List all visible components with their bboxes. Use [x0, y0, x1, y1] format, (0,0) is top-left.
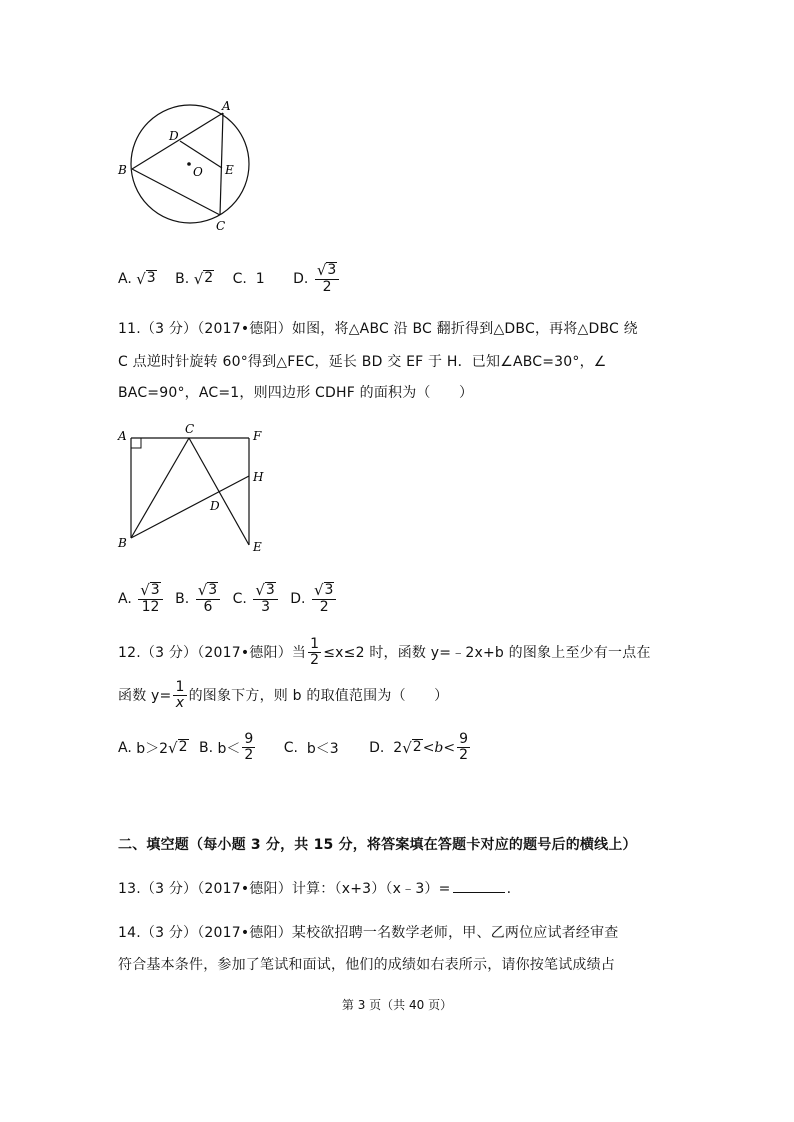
sqrt-arg: 2	[178, 738, 188, 755]
page-footer: 第 3 页（共 40 页）	[341, 998, 453, 1012]
q10-option-d	[293, 262, 341, 296]
q10-figure	[112, 98, 262, 236]
q13-end: .	[506, 881, 512, 897]
denominator: 6	[203, 599, 213, 616]
option-value: b＜	[217, 740, 241, 757]
fraction	[242, 732, 255, 764]
segment-de	[180, 141, 222, 168]
fraction: √ 3 3	[253, 582, 277, 616]
option-value: 1	[255, 270, 265, 287]
option-letter: A.	[118, 590, 132, 607]
denominator: x	[175, 695, 185, 712]
q12-option-d	[369, 732, 472, 764]
label-c: C	[216, 219, 226, 233]
segment-ac	[220, 113, 223, 215]
q12-option-a	[118, 738, 189, 758]
denominator: 2	[310, 652, 320, 669]
q12-line2-prefix: 函数 y=	[118, 687, 172, 704]
option-letter: B.	[175, 270, 190, 287]
q12-line-2	[118, 680, 448, 712]
fraction	[308, 637, 321, 669]
q11-option-c	[233, 582, 280, 616]
q12-line-1	[118, 637, 651, 669]
q12-prefix: 12.（3 分）（2017•德阳）当	[118, 644, 307, 661]
numerator: 1	[175, 679, 185, 695]
option-letter: C.	[232, 270, 247, 287]
q11-figure	[112, 420, 272, 558]
option-value: b＜3	[306, 740, 339, 757]
q10-option-b	[175, 270, 214, 288]
label-o: O	[193, 165, 203, 179]
sqrt-arg: 3	[327, 262, 337, 278]
sqrt-arg: 3	[208, 582, 218, 598]
label-b: B	[118, 536, 127, 550]
q11-option-a	[118, 582, 165, 616]
sqrt-arg: 3	[324, 582, 334, 598]
sqrt-expr: √ 2	[402, 738, 422, 757]
option-letter: A.	[118, 270, 132, 287]
option-letter: A.	[118, 739, 132, 756]
denominator: 2	[244, 747, 254, 764]
sqrt-expr: √ 2	[168, 738, 188, 757]
sqrt-arg: 3	[150, 582, 160, 598]
sqrt-arg: 3	[265, 582, 275, 598]
q10-options	[118, 262, 355, 296]
label-d: D	[169, 129, 179, 143]
q12-middle: ≤x≤2 时，函数 y=﹣2x+b 的图象上至少有一点在	[323, 644, 651, 661]
fraction: √ 3 12	[138, 582, 162, 616]
sqrt-expr: √ 2	[193, 269, 214, 288]
label-a: A	[118, 429, 127, 443]
center-dot	[187, 162, 191, 166]
q14-line-2: 符合基本条件，参加了笔试和面试，他们的成绩如右表所示，请你按笔试成绩占	[118, 957, 615, 973]
numerator: 9	[244, 731, 254, 747]
inequality: <b<	[422, 739, 456, 756]
fraction	[173, 680, 186, 712]
q14-line-1: 14.（3 分）（2017•德阳）某校欲招聘一名数学老师，甲、乙两位应试者经审查	[118, 925, 619, 941]
option-value: b＞2	[136, 740, 169, 757]
option-letter: B.	[175, 590, 190, 607]
answer-blank	[453, 892, 505, 893]
fraction: √ 3 2	[315, 262, 339, 296]
label-b: B	[118, 163, 127, 177]
q12-option-b	[199, 732, 257, 764]
denominator: 3	[261, 599, 271, 616]
option-letter: C.	[232, 590, 247, 607]
q13-text: 13.（3 分）（2017•德阳）计算：（x+3）（x﹣3）=	[118, 881, 451, 897]
denominator: 2	[319, 599, 329, 616]
numerator: 1	[310, 636, 320, 652]
denominator: 2	[322, 279, 332, 296]
option-letter: B.	[198, 739, 214, 756]
q12-line2-suffix: 的图象下方，则 b 的取值范围为（ ）	[188, 687, 449, 704]
fraction: √ 3 6	[196, 582, 220, 616]
q11-line-1: 11.（3 分）（2017•德阳）如图，将△ABC 沿 BC 翻折得到△DBC，再将△DBC 绕	[118, 321, 638, 337]
segment-bc	[132, 169, 220, 215]
q13-line	[118, 878, 511, 898]
numerator: 9	[459, 731, 469, 747]
label-d: D	[210, 499, 220, 513]
sqrt-arg: 2	[204, 269, 214, 286]
label-c: C	[185, 422, 195, 436]
right-angle-mark	[131, 438, 141, 448]
section-heading: 二、填空题（每小题 3 分，共 15 分，将答案填在答题卡对应的题号后的横线上）	[118, 837, 637, 853]
label-f: F	[253, 429, 262, 443]
q11-line-3: BAC=90°，AC=1，则四边形 CDHF 的面积为（ ）	[118, 385, 474, 401]
fraction: √ 3 2	[312, 582, 336, 616]
fraction	[457, 732, 470, 764]
coefficient: 2	[393, 739, 403, 756]
q11-option-d	[290, 582, 338, 616]
label-e: E	[225, 163, 234, 177]
label-e: E	[253, 540, 262, 554]
q10-option-c	[233, 271, 265, 287]
option-letter: C.	[283, 739, 298, 756]
q12-option-c	[284, 738, 339, 758]
q10-option-a	[118, 270, 157, 288]
denominator: 12	[141, 599, 160, 616]
q11-option-b	[175, 582, 222, 616]
sqrt-arg: 2	[412, 738, 422, 755]
q11-line-2: C 点逆时针旋转 60°得到△FEC，延长 BD 交 EF 于 H．已知∠ABC=30°，∠	[118, 354, 607, 370]
label-h: H	[253, 470, 264, 484]
option-letter: D.	[369, 739, 385, 756]
option-letter: D.	[293, 270, 309, 287]
sqrt-expr: √ 3	[136, 269, 156, 288]
label-a: A	[222, 99, 231, 113]
option-letter: D.	[290, 590, 306, 607]
q12-options	[118, 732, 486, 764]
sqrt-arg: 3	[146, 269, 156, 286]
q11-options	[118, 582, 352, 616]
denominator: 2	[459, 747, 469, 764]
